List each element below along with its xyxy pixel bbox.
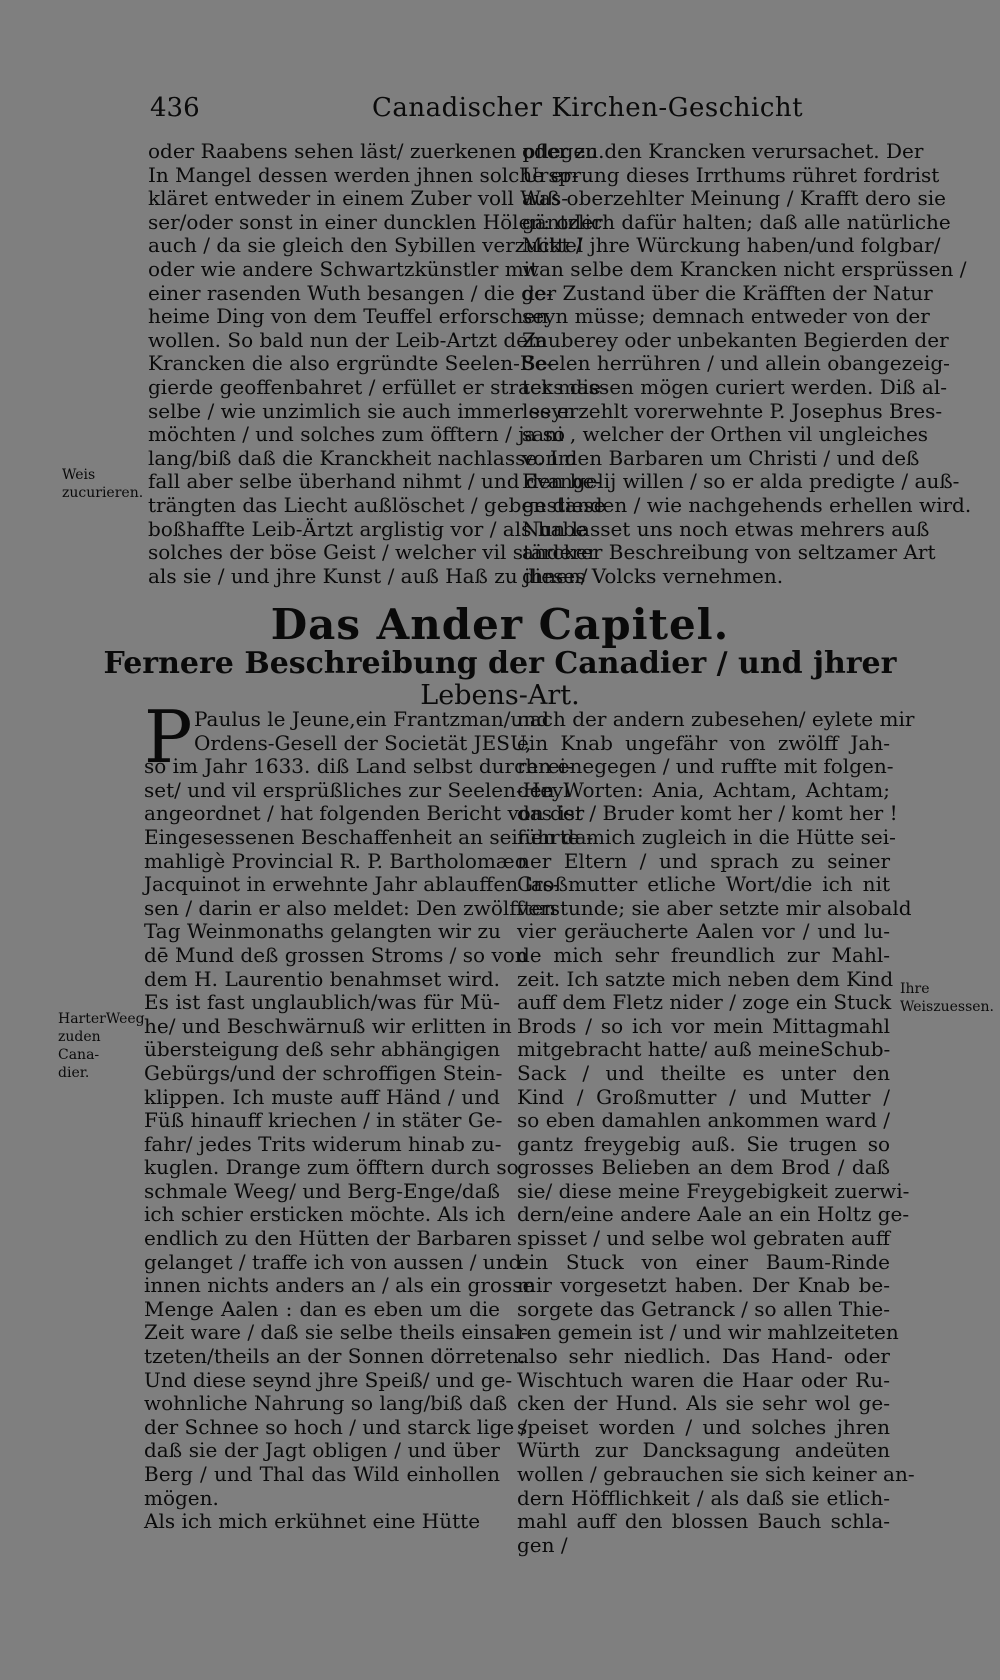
text-line: Als ich mich erkühnet eine Hütte: [144, 1509, 481, 1534]
text-line: vier geräucherte Aalen vor / und lu-: [517, 919, 890, 944]
text-line: endlich zu den Hütten der Barbaren: [144, 1226, 512, 1251]
text-line: gantz freygebig auß. Sie trugen so: [517, 1131, 890, 1156]
text-line: den Worten: Ania, Achtam, Achtam;: [517, 777, 890, 802]
text-line: den Cana-: [58, 1029, 101, 1063]
text-line: Menge Aalen : dan es eben um die: [144, 1296, 500, 1321]
text-line: zuessen.: [933, 999, 995, 1015]
text-line: tzeten/theils an der Sonnen dörreten.: [144, 1344, 526, 1369]
text-line: solches der böse Geist / welcher vil stärcker: [148, 540, 598, 565]
text-line: ter massen mögen curiert werden. Diß al-: [522, 374, 947, 399]
text-line: der Schnee so hoch / und starck lige /: [144, 1414, 528, 1439]
drop-cap: P: [144, 695, 193, 779]
text-line: möchten / und solches zum öfftern / ja so: [148, 422, 566, 447]
text-line: als sie / und jhre Kunst / auß Haß zu jhnen/: [148, 563, 588, 588]
text-line: oder Raabens sehen läst/ zuerkenen pflegen.: [148, 139, 605, 163]
text-line: mitgebracht hatte/ auß meineSchub-: [517, 1037, 891, 1062]
text-line: les erzehlt vorerwehnte P. Josephus Bres-: [522, 398, 943, 423]
text-line: Füß hinauff kriechen / in stäter Ge-: [144, 1108, 503, 1133]
text-line: de mich sehr freundlich zur Mahl-: [517, 942, 890, 967]
chapter-subtitle: Fernere Beschreibung der Canadier / und jhrer: [103, 646, 897, 681]
text-line: In Mangel dessen werden jhnen solche er-: [148, 162, 579, 187]
text-line: daß sie der Jagt obligen / und über: [144, 1438, 500, 1463]
text-line: Gebürgs/und der schroffigen Stein-: [144, 1060, 503, 1085]
text-line: gäntzlich dafür halten; daß alle natürliche: [522, 209, 951, 234]
text-line: das ist / Bruder komt her / komt her !: [517, 801, 898, 826]
text-column-left-top: [148, 139, 608, 588]
text-line: Seelen herrühren / und allein obangezeig-: [522, 351, 950, 376]
text-line: heime Ding von dem Teuffel erforschen: [148, 304, 549, 329]
text-line: auß oberzehlter Meinung / Krafft dero sie: [522, 186, 946, 211]
text-line: Nun lasset uns noch etwas mehrers auß: [522, 516, 930, 541]
text-line: Eingesessenen Beschaffenheit an seinen da-: [144, 824, 594, 849]
text-line: boßhaffte Leib-Ärtzt arglistig vor / als habe: [148, 516, 588, 541]
text-line: schmale Weeg/ und Berg-Enge/daß: [144, 1178, 500, 1203]
text-line: Evangelij willen / so er alda predigte / auß-: [522, 469, 960, 494]
text-line: Würth zur Dancksagung andeüten: [517, 1438, 890, 1463]
text-line: Ihre Weis: [900, 981, 934, 1015]
text-line: Es ist fast unglaublich/was für Mü-: [144, 990, 500, 1015]
text-line: dē Mund deß grossen Stroms / so von: [144, 942, 528, 967]
text-line: angeordnet / hat folgenden Bericht von der: [144, 801, 585, 826]
text-line: innen nichts anders an / als ein grosse: [144, 1273, 535, 1298]
text-line: spisset / und selbe wol gebraten auff: [517, 1226, 890, 1251]
text-line: dier.: [58, 1065, 90, 1081]
text-line: Und diese seynd jhre Speiß/ und ge-: [144, 1367, 513, 1392]
text-line: wan selbe dem Krancken nicht ersprüssen /: [522, 256, 967, 281]
text-line: Mittel jhre Würckung haben/und folgbar/: [522, 233, 941, 258]
text-line: dern/eine andere Aale an ein Holtz ge-: [517, 1202, 910, 1227]
text-line: Sack / und theilte es unter den: [517, 1060, 890, 1085]
text-line: Paulus le Jeune,ein Frantzman/und: [194, 707, 550, 731]
text-line: dem H. Laurentio benahmset wird.: [144, 966, 500, 991]
page-number: 436: [150, 93, 200, 123]
text-line: verstunde; sie aber setzte mir alsobald: [517, 895, 912, 920]
text-line: gelanget / traffe ich von aussen / und: [144, 1249, 522, 1274]
text-line: Krancken die also ergründte Seelen-Be-: [148, 351, 554, 376]
text-line: sani , welcher der Orthen vil ungleiches: [522, 422, 929, 447]
chapter-subtitle-continued: Lebens-Art.: [420, 680, 580, 711]
text-line: Weeg zu: [58, 1011, 145, 1045]
text-line: nach der andern zubesehen/ eylete mir: [517, 707, 915, 731]
text-line: sen / darin er also meldet: Den zwölfften: [144, 895, 557, 920]
text-line: Ursprung dieses Irrthums rühret fordrist: [522, 162, 940, 187]
text-line: selbe / wie unzimlich sie auch immer seyn: [148, 398, 576, 423]
text-line: ein Knab ungefähr von zwölff Jah-: [517, 730, 890, 755]
text-column-left-bottom: [144, 707, 594, 1534]
text-line: wohnliche Nahrung so lang/biß daß: [144, 1391, 508, 1416]
text-line: Tag Weinmonaths gelangten wir zu: [144, 919, 501, 944]
text-line: wollen. So bald nun der Leib-Artzt dem: [148, 327, 547, 352]
text-column-right-bottom: [517, 707, 915, 1557]
text-line: auch / da sie gleich den Sybillen verzuckt /: [148, 233, 583, 258]
text-line: lang/biß daß die Kranckheit nachlasse. Im: [148, 445, 577, 470]
text-line: ren enegegen / und ruffte mit folgen-: [517, 754, 894, 779]
text-line: oder wie andere Schwartzkünstler mit: [148, 256, 539, 281]
text-line: fall aber selbe überhand nihmt / und den be-: [148, 469, 602, 494]
text-line: gen /: [517, 1532, 568, 1557]
text-line: der Zustand über die Kräfften der Natur: [522, 280, 933, 305]
text-line: cken der Hund. Als sie sehr wol ge-: [517, 1391, 890, 1416]
text-line: also sehr niedlich. Das Hand- oder: [517, 1344, 890, 1369]
text-line: grosses Belieben an dem Brod / daß: [517, 1155, 890, 1180]
text-line: auff dem Fletz nider / zoge ein Stuck: [517, 990, 892, 1015]
text-line: Weis zu: [62, 467, 96, 501]
text-line: anderer Beschreibung von seltzamer Art: [522, 540, 936, 565]
text-line: klippen. Ich muste auff Händ / und: [144, 1084, 500, 1109]
text-line: sie/ diese meine Freygebigkeit zuerwi-: [517, 1178, 910, 1203]
text-line: mir vorgesetzt haben. Der Knab be-: [517, 1273, 890, 1298]
text-line: so im Jahr 1633. diß Land selbst durchrei-: [144, 754, 573, 779]
text-line: fahr/ jedes Trits widerum hinab zu-: [144, 1131, 502, 1156]
text-line: mahligè Provincial R. P. Bartholomæo: [144, 848, 527, 873]
text-line: oder zu den Krancken verursachet. Der: [522, 139, 924, 163]
text-line: so eben damahlen ankommen ward /: [517, 1108, 890, 1133]
text-line: übersteigung deß sehr abhängigen: [144, 1037, 500, 1062]
text-line: set/ und vil ersprüßliches zur Seelen-Heyl: [144, 777, 570, 802]
text-line: ser/oder sonst in einer duncklen Hölen: oder: [148, 209, 603, 234]
margin-note-hard-path: [58, 1010, 145, 1082]
text-line: ein Stuck von einer Baum-Rinde: [517, 1249, 890, 1274]
text-line: kläret entweder in einem Zuber voll Was-: [148, 186, 568, 211]
text-line: führte mich zugleich in die Hütte sei-: [517, 824, 896, 849]
text-line: speiset worden / und solches jhren: [517, 1414, 890, 1439]
margin-note-eating: [900, 980, 995, 1016]
text-line: gestanden / wie nachgehends erhellen wird.: [522, 492, 972, 517]
text-line: gierde geoffenbahret / erfüllet er stracks die-: [148, 374, 608, 399]
text-line: Großmutter etliche Wort/die ich nit: [517, 872, 890, 897]
chapter-title: Das Ander Capitel.: [270, 600, 730, 649]
text-line: kuglen. Drange zum öfftern durch so: [144, 1155, 519, 1180]
text-line: ner Eltern / und sprach zu seiner: [517, 848, 890, 873]
text-line: Jacquinot in erwehnte Jahr ablauffen las-: [144, 872, 560, 897]
text-line: dern Höfflichkeit / als daß sie etlich-: [517, 1485, 890, 1510]
text-line: curieren.: [78, 485, 144, 501]
text-line: mögen.: [144, 1485, 219, 1510]
text-line: Wischtuch waren die Haar oder Ru-: [517, 1367, 890, 1392]
text-line: seyn müsse; demnach entweder von der: [522, 304, 930, 329]
text-line: sorgete das Getranck / so allen Thie-: [517, 1296, 890, 1321]
text-line: dieses Volcks vernehmen.: [522, 563, 784, 588]
text-line: he/ und Beschwärnuß wir erlitten in: [144, 1013, 512, 1038]
text-line: Brods / so ich vor mein Mittagmahl: [517, 1013, 890, 1038]
text-column-right-top: [522, 139, 972, 588]
text-line: zeit. Ich satzte mich neben dem Kind: [517, 966, 894, 991]
text-line: einer rasenden Wuth besangen / die ge-: [148, 280, 553, 305]
text-line: ren gemein ist / und wir mahlzeiteten: [517, 1320, 899, 1345]
text-line: wollen / gebrauchen sie sich keiner an-: [517, 1462, 915, 1486]
text-line: Zeit ware / daß sie selbe theils einsal-: [144, 1320, 528, 1345]
text-line: Ordens-Gesell der Societät JESU,: [194, 730, 532, 755]
running-title: Canadischer Kirchen-Geschicht: [372, 93, 804, 123]
text-line: ich schier ersticken möchte. Als ich: [144, 1202, 506, 1227]
margin-note-curing: [62, 466, 144, 502]
text-line: trängten das Liecht außlöschet / geben diese: [148, 492, 606, 517]
text-line: Berg / und Thal das Wild einhollen: [144, 1462, 500, 1486]
text-line: Kind / Großmutter / und Mutter /: [517, 1084, 890, 1109]
text-line: mahl auff den blossen Bauch schla-: [517, 1509, 890, 1534]
text-line: Zauberey oder unbekanten Begierden der: [522, 327, 949, 352]
text-line: von den Barbaren um Christi / und deß: [522, 445, 920, 470]
text-line: Harter: [58, 1011, 106, 1027]
